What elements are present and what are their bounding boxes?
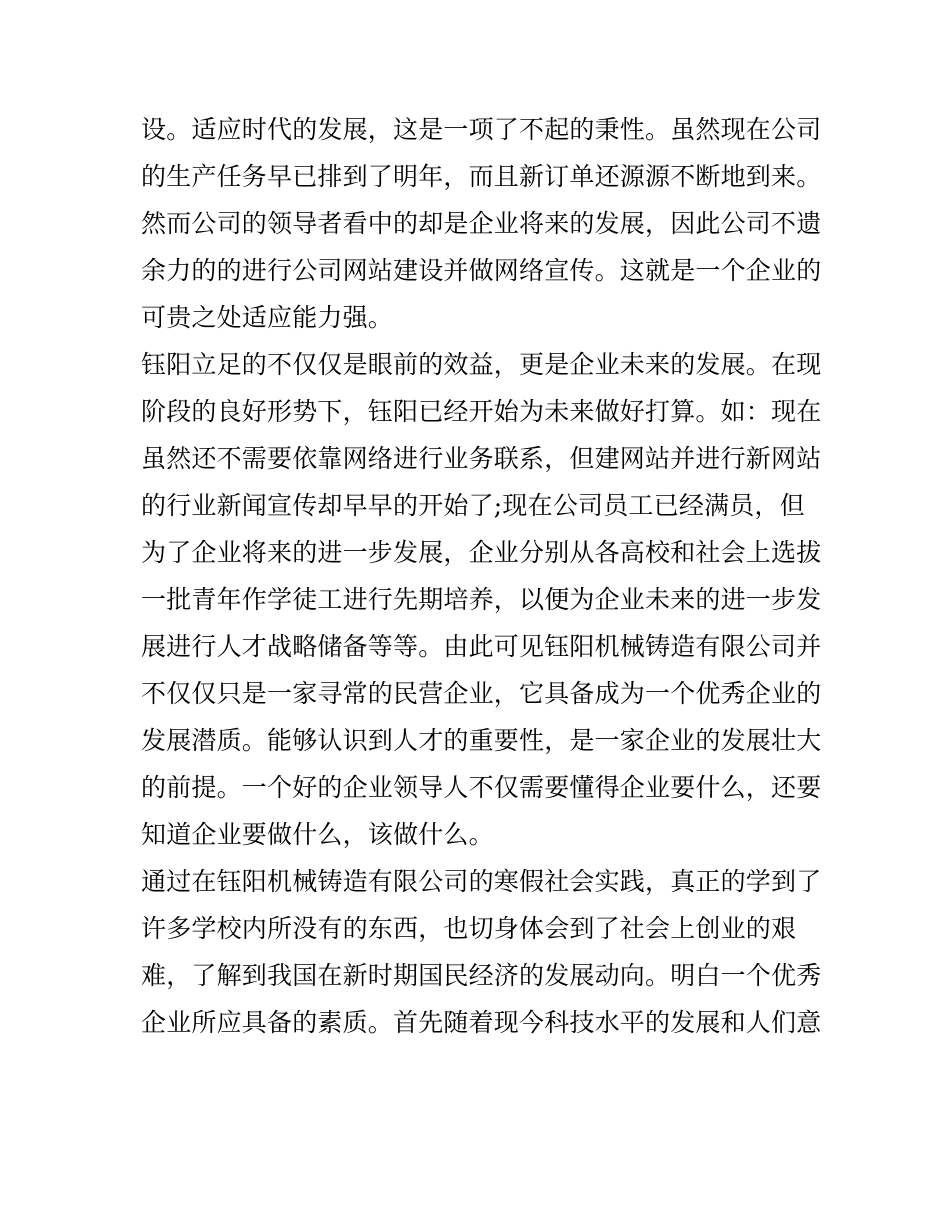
text-line: 余力的的进行公司网站建设并做网络宣传。这就是一个企业的 [141, 256, 822, 285]
text-line: 设。适应时代的发展，这是一项了不起的秉性。虽然现在公司 [141, 115, 822, 144]
text-line: 可贵之处适应能力强。 [141, 303, 394, 332]
text-line: 难，了解到我国在新时期国民经济的发展动向。明白一个优秀 [141, 961, 822, 990]
text-line: 虽然还不需要依靠网络进行业务联系，但建网站并进行新网站 [141, 444, 822, 473]
text-line: 展进行人才战略储备等等。由此可见钰阳机械铸造有限公司并 [141, 632, 822, 661]
text-line: 然而公司的领导者看中的却是企业将来的发展，因此公司不遗 [141, 209, 822, 238]
text-line: 许多学校内所没有的东西，也切身体会到了社会上创业的艰 [141, 914, 797, 943]
text-line: 的行业新闻宣传却早早的开始了;现在公司员工已经满员，但 [141, 491, 805, 520]
text-line: 知道企业要做什么，该做什么。 [141, 820, 494, 849]
text-line: 为了企业将来的进一步发展，企业分别从各高校和社会上选拔 [141, 538, 822, 567]
document-body [141, 106, 822, 1046]
text-line: 的前提。一个好的企业领导人不仅需要懂得企业要什么，还要 [141, 773, 822, 802]
text-line: 一批青年作学徒工进行先期培养，以便为企业未来的进一步发 [141, 585, 822, 614]
text-line: 钰阳立足的不仅仅是眼前的效益，更是企业未来的发展。在现 [141, 350, 822, 379]
text-line: 阶段的良好形势下，钰阳已经开始为未来做好打算。如：现在 [141, 397, 822, 426]
text-line: 企业所应具备的素质。首先随着现今科技水平的发展和人们意 [141, 1008, 822, 1037]
text-line: 通过在钰阳机械铸造有限公司的寒假社会实践，真正的学到了 [141, 867, 822, 896]
text-line: 发展潜质。能够认识到人才的重要性，是一家企业的发展壮大 [141, 726, 822, 755]
text-line: 的生产任务早已排到了明年，而且新订单还源源不断地到来。 [141, 162, 822, 191]
text-line: 不仅仅只是一家寻常的民营企业，它具备成为一个优秀企业的 [141, 679, 822, 708]
